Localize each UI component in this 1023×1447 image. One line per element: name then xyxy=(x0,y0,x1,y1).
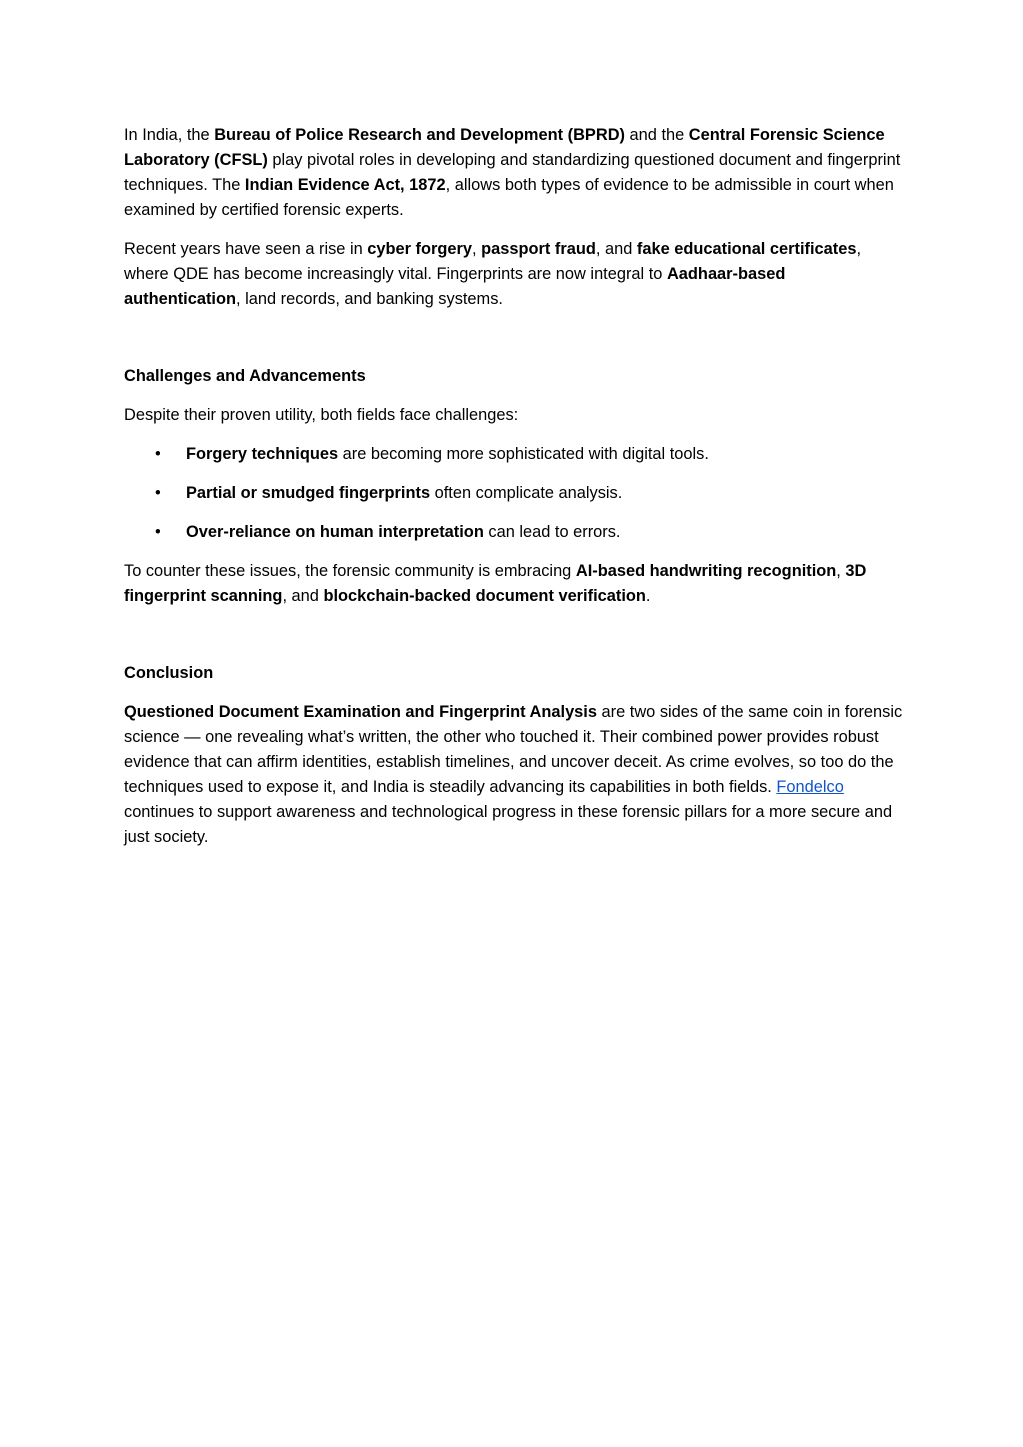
bold-passport-fraud: passport fraud xyxy=(481,240,596,258)
section-heading-conclusion: Conclusion xyxy=(124,664,214,682)
document-page xyxy=(124,123,904,864)
paragraph-bprd-cfsl xyxy=(124,123,904,223)
bold-cfsl: Central Forensic Science Laboratory (CFSL) xyxy=(124,126,885,169)
challenges-list xyxy=(124,442,904,545)
text-run: Recent years have seen a rise in xyxy=(124,240,368,258)
bold-evidence-act: Indian Evidence Act, 1872 xyxy=(244,176,446,194)
list-item-text: are becoming more sophisticated with digital tools. xyxy=(338,445,709,463)
bullet-icon: • xyxy=(155,445,161,463)
list-item-bold: Over-reliance on human interpretation xyxy=(186,523,484,541)
fondelco-link[interactable]: Fondelco xyxy=(776,778,844,796)
bold-cyber-forgery: cyber forgery xyxy=(367,240,473,258)
text-run: , and xyxy=(595,240,637,258)
bullet-icon: • xyxy=(155,484,161,502)
text-run: , where QDE has become increasingly vital. Fingerprints are now integral to xyxy=(124,240,862,283)
text-run: . xyxy=(645,587,651,605)
bold-3d-fingerprint: 3D fingerprint scanning xyxy=(124,562,867,605)
text-run: To counter these issues, the forensic community is embracing xyxy=(124,562,576,580)
bold-qde-fingerprint: Questioned Document Examination and Fingerprint Analysis xyxy=(124,703,597,721)
list-item xyxy=(124,520,904,545)
paragraph-counter-measures xyxy=(124,559,904,609)
bold-aadhaar: Aadhaar-based authentication xyxy=(124,265,786,308)
bold-bprd: Bureau of Police Research and Development (BPRD) xyxy=(214,126,625,144)
list-item-text: can lead to errors. xyxy=(483,523,621,541)
bold-fake-certificates: fake educational certificates xyxy=(636,240,857,258)
paragraph-conclusion xyxy=(124,700,904,850)
section-spacer xyxy=(124,326,904,364)
text-run: continues to support awareness and technological progress in these forensic pillars for a more secure and just society. xyxy=(124,803,893,846)
bold-blockchain: blockchain-backed document verification xyxy=(323,587,646,605)
text-run: and the xyxy=(625,126,689,144)
section-spacer xyxy=(124,623,904,661)
list-item-text: often complicate analysis. xyxy=(430,484,623,502)
list-item xyxy=(124,481,904,506)
text-run: , xyxy=(472,240,482,258)
challenges-intro: Despite their proven utility, both fields face challenges: xyxy=(124,406,519,424)
text-run: , allows both types of evidence to be admissible in court when examined by certified forensic experts. xyxy=(124,176,894,219)
list-item-bold: Partial or smudged fingerprints xyxy=(186,484,431,502)
list-item xyxy=(124,442,904,467)
bold-ai-handwriting: AI-based handwriting recognition xyxy=(575,562,837,580)
text-run: , and xyxy=(282,587,324,605)
paragraph-recent-years xyxy=(124,237,904,312)
list-item-bold: Forgery techniques xyxy=(186,445,339,463)
text-run: are two sides of the same coin in forensic science — one revealing what’s written, the other who touched it. Their combined power provides robust evidence that can affirm identities, establish timelines, and uncover deceit. As crime evolves, so too do the techniques used to expose it, and India is steadily advancing its capabilities in both fields. xyxy=(124,703,903,796)
text-run: , land records, and banking systems. xyxy=(236,290,503,308)
bullet-icon: • xyxy=(155,523,161,541)
section-heading-challenges: Challenges and Advancements xyxy=(124,367,366,385)
text-run: , xyxy=(836,562,846,580)
text-run: In India, the xyxy=(124,126,215,144)
text-run: play pivotal roles in developing and standardizing questioned document and fingerprint techniques. The xyxy=(124,151,901,194)
